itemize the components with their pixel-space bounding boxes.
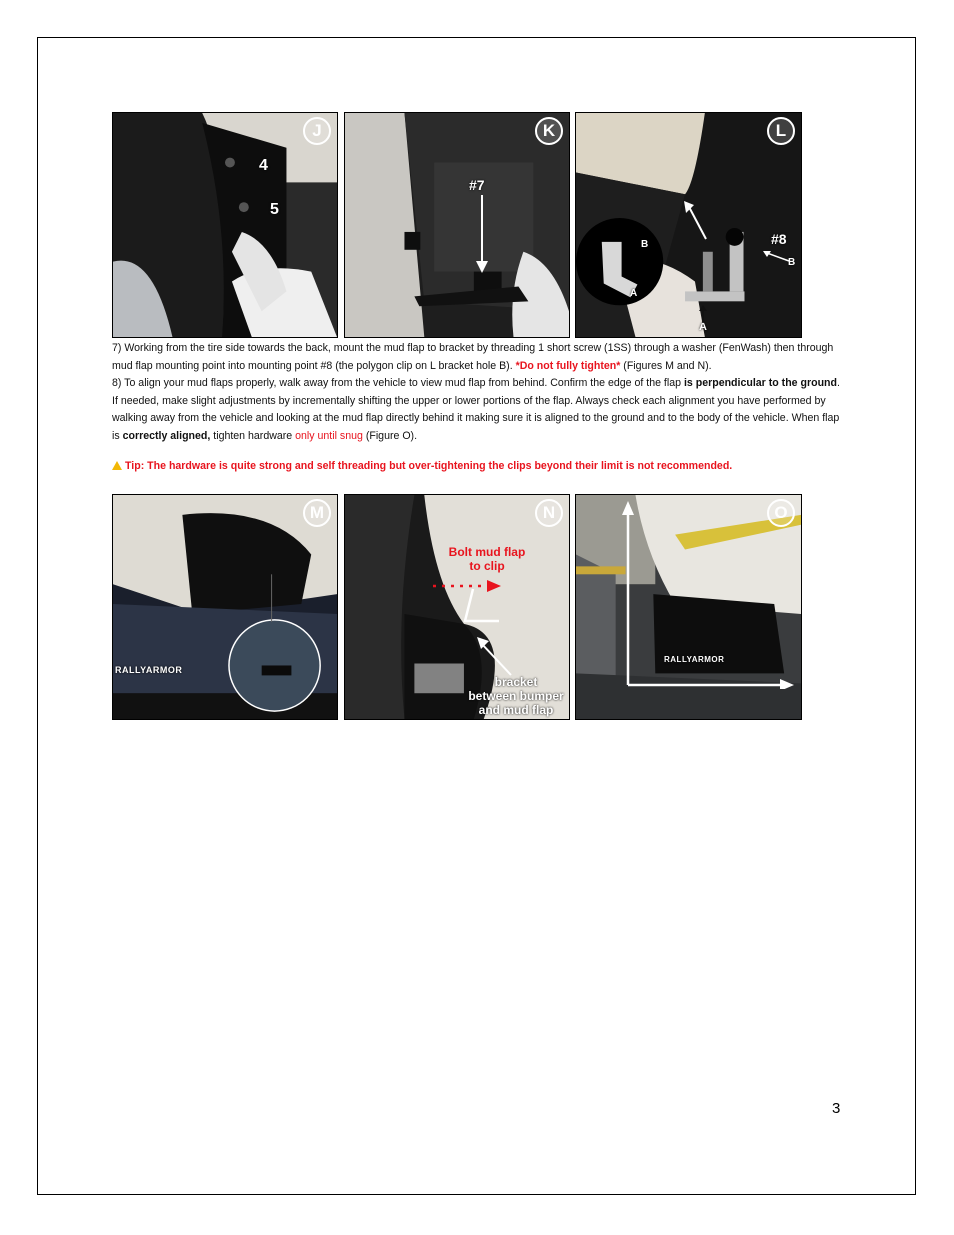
hole-b-label: B bbox=[788, 257, 796, 268]
inset-hole-b-label: B bbox=[641, 239, 649, 250]
only-until-snug-note: only until snug bbox=[295, 429, 363, 442]
o-brand-logo: RALLYARMOR bbox=[664, 655, 725, 664]
figure-l-badge: L bbox=[767, 117, 795, 145]
bracket-callout bbox=[461, 675, 570, 717]
alignment-arrows bbox=[620, 499, 800, 689]
figure-j-illustration bbox=[113, 113, 337, 337]
step-8-text-c: tighten hardware bbox=[210, 429, 296, 442]
inset-hole-a-label: A bbox=[630, 288, 638, 299]
figure-k-photo bbox=[344, 112, 570, 338]
step-8-text-a: 8) To align your mud flaps properly, walk away from the vehicle to view mud flap from behind. Confirm the edge of the flap bbox=[112, 377, 684, 390]
mount-point-5-label: 5 bbox=[270, 201, 279, 218]
hole-b-arrow bbox=[763, 249, 791, 265]
point-7-arrow bbox=[475, 195, 489, 275]
bracket-callout-line-2: between bumper bbox=[468, 689, 564, 703]
tip-line bbox=[112, 460, 852, 472]
bracket-callout-line-3: and mud flap bbox=[478, 703, 554, 717]
figure-k-illustration bbox=[345, 113, 569, 337]
figure-k-badge: K bbox=[535, 117, 563, 145]
clip-arrow bbox=[682, 199, 712, 243]
m-brand-logo: RALLYARMOR bbox=[115, 665, 183, 675]
figure-m-badge: M bbox=[303, 499, 331, 527]
perpendicular-emphasis: is perpendicular to the ground bbox=[683, 377, 837, 390]
mount-point-8-label: #8 bbox=[771, 231, 787, 247]
hole-a-arrow bbox=[698, 305, 708, 323]
figure-m-photo bbox=[112, 494, 338, 720]
bracket-callout-line-1: bracket bbox=[494, 675, 538, 689]
tip-text: Tip: The hardware is quite strong and self threading but over-tightening the clips beyond their limit is not recommended. bbox=[125, 460, 733, 472]
figure-n-photo bbox=[344, 494, 570, 720]
hole-a-label: A bbox=[699, 321, 707, 333]
mount-point-7-label: #7 bbox=[469, 177, 485, 193]
figure-j-photo bbox=[112, 112, 338, 338]
page-number: 3 bbox=[832, 1100, 841, 1117]
figure-j-badge: J bbox=[303, 117, 331, 145]
figure-o-badge: O bbox=[767, 499, 795, 527]
figure-n-badge: N bbox=[535, 499, 563, 527]
step-7-paragraph bbox=[112, 340, 842, 375]
step-7-text: 7) Working from the tire side towards the back, mount the mud flap to bracket by threading 1 short screw (1SS) through a washer (FenWash) then through mud flap mounting point into mounting point #8 (the polygon clip on L bracket hole B). bbox=[112, 342, 834, 372]
l-bracket-outline bbox=[461, 587, 501, 627]
bracket-arrow bbox=[475, 635, 515, 679]
bolt-callout-line-2: to clip bbox=[469, 559, 505, 573]
bolt-callout-line-1: Bolt mud flap bbox=[448, 545, 526, 559]
step-8-paragraph bbox=[112, 375, 842, 445]
do-not-tighten-warning: *Do not fully tighten* bbox=[515, 359, 621, 372]
instructions-block bbox=[112, 340, 842, 446]
step-7-figures-ref: (Figures M and N). bbox=[620, 359, 712, 372]
step-8-figure-ref: (Figure O). bbox=[362, 429, 418, 442]
mount-point-4-label: 4 bbox=[259, 157, 268, 174]
step-8-text-b: . If needed, make slight adjustments by incrementally shifting the upper or lower portions of the flap. Always check each alignment you have performed by walking away from the vehicle and looking at the mud flap directly behind it making sure it is aligned to the ground and to the body of the vehicle. When flap is bbox=[112, 377, 840, 442]
figure-o-photo bbox=[575, 494, 802, 720]
warning-icon bbox=[112, 461, 122, 470]
figure-l-photo bbox=[575, 112, 802, 338]
correctly-aligned-emphasis: correctly aligned, bbox=[122, 429, 211, 442]
bolt-callout bbox=[437, 545, 537, 573]
figure-m-illustration bbox=[113, 495, 337, 719]
